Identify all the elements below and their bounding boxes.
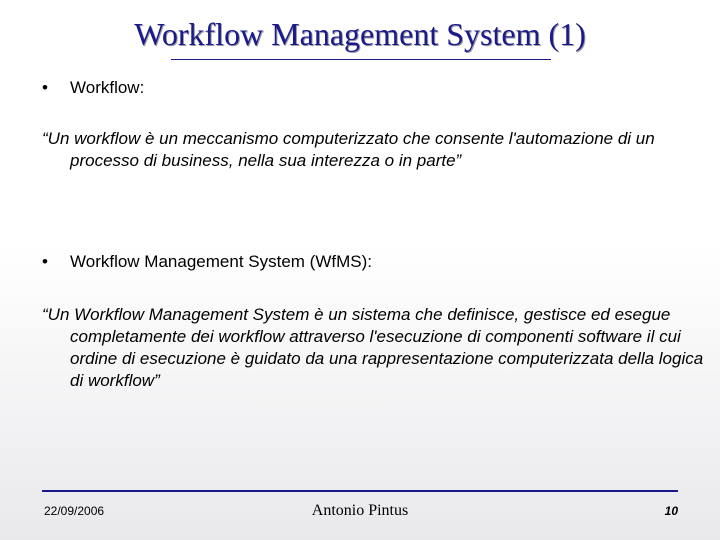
bullet-label: Workflow Management System (WfMS): [70,252,372,271]
footer-author: Antonio Pintus [311,502,409,519]
wfms-definition-quote: “Un Workflow Management System è un sistema che definisce, gestisce ed esegue completamente dei workflow attraverso l'esecuzione di componenti software il cui ordine di esecuzione è guidato da una rappresentazione computerizzata della logica di workflow” [42,305,704,390]
footer-date: 22/09/2006 [44,504,105,518]
footer-divider [42,490,678,492]
bullet-wfms [42,252,372,272]
bullet-marker: • [42,252,48,271]
bullet-label: Workflow: [70,78,145,97]
bullet-marker: • [42,78,48,97]
title-underline [171,59,551,60]
page-number: 10 [664,504,678,518]
slide-title: Workflow Management System (1) [134,16,586,52]
workflow-definition-quote: “Un workflow è un meccanismo computerizzato che consente l'automazione di un processo di business, nella sua interezza o in parte” [42,129,655,170]
bullet-workflow [42,78,144,98]
